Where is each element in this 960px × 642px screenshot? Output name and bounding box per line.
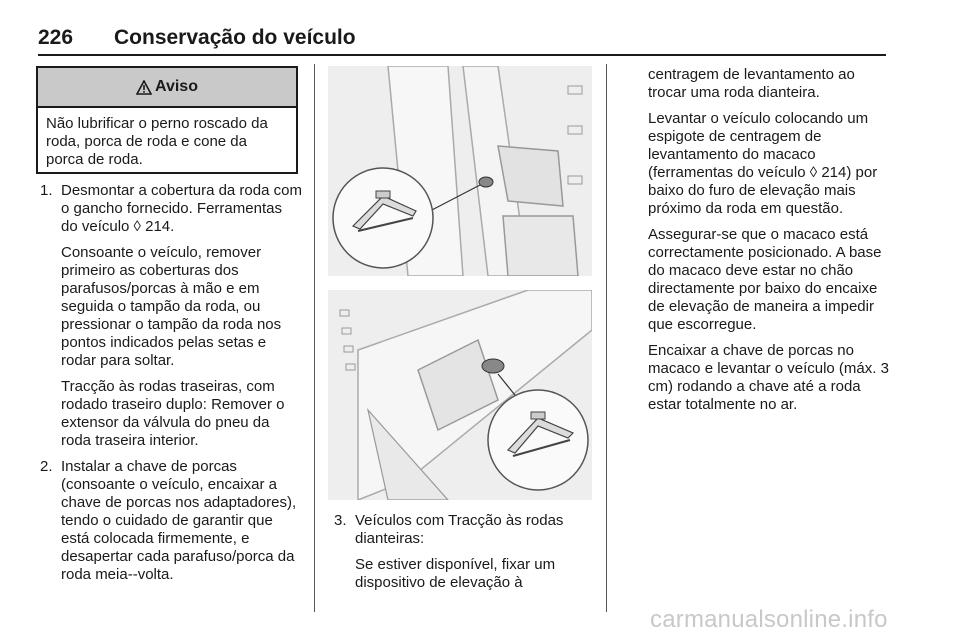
step-paragraph: Desmontar a cobertura da roda com o gancho fornecido. Ferramentas do veículo ◊ 214. [61,182,302,235]
step-paragraph: Consoante o veículo, remover primeiro as coberturas dos parafusos/porcas à mão e em seguida o tampão da roda, ou pressionar o tampão da roda nos pontos indicados pelas setas e rodar para soltar. [61,244,282,369]
warning-box [36,66,298,174]
step-number: 2. [40,458,53,475]
step-paragraph: Instalar a chave de porcas (consoante o veículo, encaixar a chave de porcas nos adaptadores), tendo o cuidado de garantir que está colocada firmemente, e desapertar cada parafuso/porca da roda meia--volta. [61,458,297,583]
step-paragraph: Se estiver disponível, fixar um dispositivo de elevação à [355,556,556,591]
warning-header [38,68,296,108]
page-header [38,22,886,56]
jack-placement-illustration-bottom [328,290,592,500]
body-paragraph: Levantar o veículo colocando um espigote de centragem de levantamento do macaco (ferramentas do veículo ◊ 214) por baixo do furo de elevação mais próximo da roda em questão. [648,110,878,217]
step-number: 1. [40,182,53,199]
step-number: 3. [334,512,347,529]
column-three-text [648,66,892,422]
watermark: carmanualsonline.info [650,606,888,633]
step-paragraph: Veículos com Tracção às rodas dianteiras: [355,512,564,547]
warning-title: Aviso [155,78,198,95]
instruction-list-continued [334,512,596,600]
jack-placement-illustration-top [328,66,592,276]
body-paragraph: centragem de levantamento ao trocar uma roda dianteira. [648,66,855,101]
body-paragraph: Encaixar a chave de porcas no macaco e levantar o veículo (máx. 3 cm) rodando a chave até a roda estar totalmente no ar. [648,342,889,413]
instruction-list [40,182,302,592]
list-item [334,512,596,600]
step-paragraph: Tracção às rodas traseiras, com rodado traseiro duplo: Remover o extensor da válvula do pneu da roda traseira interior. [61,378,285,449]
list-item [40,458,302,592]
list-item [40,182,302,458]
column-divider [606,64,607,612]
page-title: Conservação do veículo [114,26,356,49]
warning-triangle-icon [136,80,152,95]
body-paragraph: Assegurar-se que o macaco está correctamente posicionado. A base do macaco deve estar no chão directamente por baixo do encaixe de elevação de maneira a impedir que escorregue. [648,226,882,333]
page-number: 226 [38,26,74,49]
warning-text: Não lubrificar o perno roscado da roda, porca de roda e cone da porca de roda. [46,115,268,168]
column-divider [314,64,315,612]
